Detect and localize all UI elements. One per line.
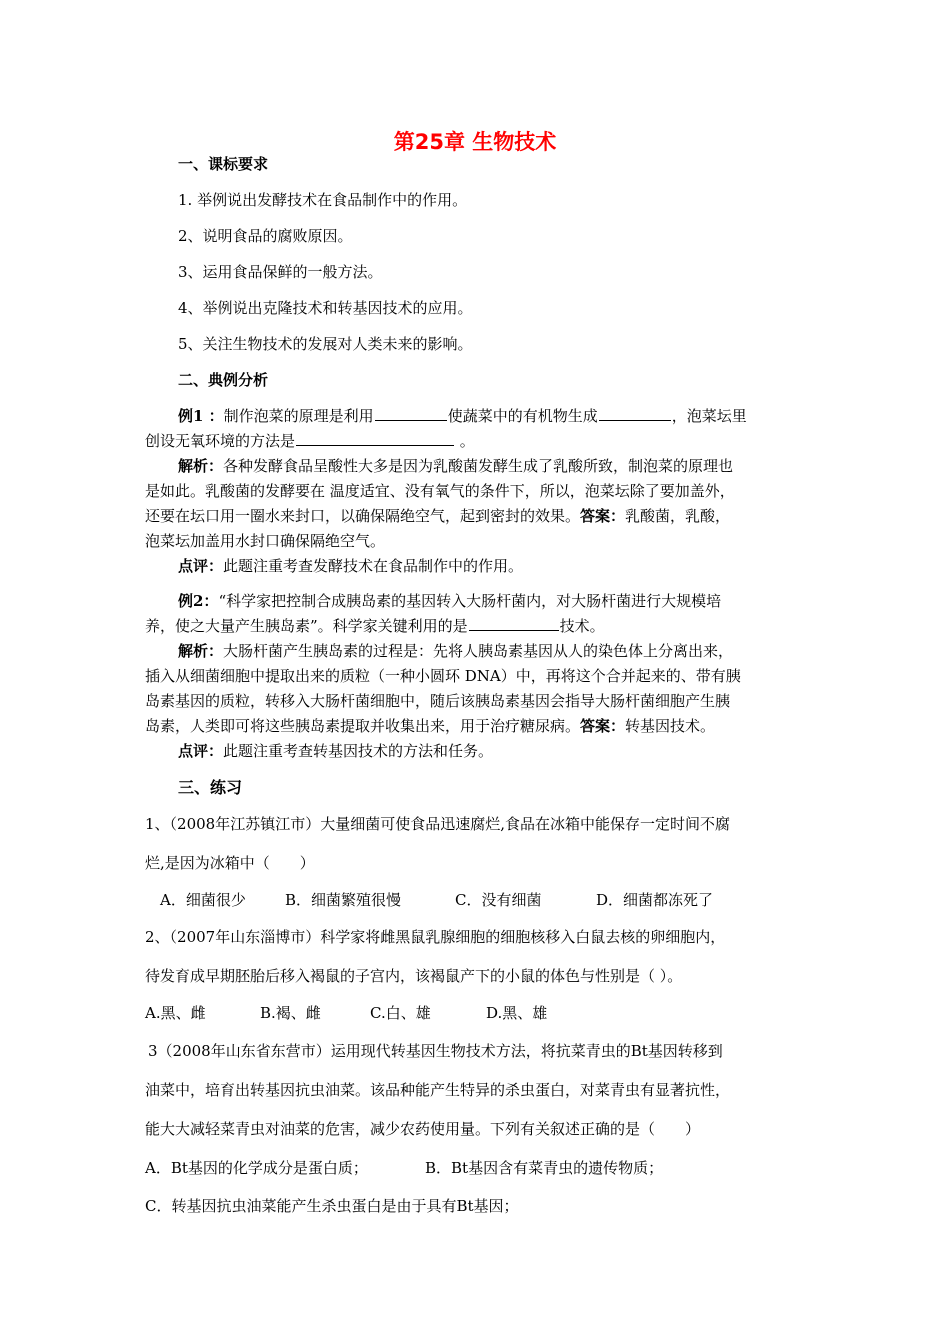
answer-text: 乳酸菌，乳酸， [625, 507, 731, 525]
example2-line1 [178, 590, 721, 611]
question3-option-c[interactable]: C．转基因抗虫油菜能产生杀虫蛋白是由于具有Bt基因； [145, 1197, 519, 1215]
blank-1[interactable] [375, 406, 447, 421]
standard-item-3: 3、运用食品保鲜的一般方法。 [178, 263, 383, 281]
comment-label: 点评： [178, 742, 224, 760]
answer-label: 答案： [580, 507, 626, 525]
question1-line2: 烂,是因为冰箱中（ ） [145, 854, 315, 872]
question2-option-b[interactable]: B.褐、雌 [260, 1004, 321, 1022]
example1-analysis-line3 [145, 505, 730, 526]
example1-answer-line: 泡菜坛加盖用水封口确保隔绝空气。 [145, 532, 386, 550]
section-heading-standards: 一、课标要求 [178, 155, 269, 173]
example1-text-e: 。 [455, 432, 475, 450]
example1-analysis-line2: 是如此。乳酸菌的发酵要在 温度适宜、没有氧气的条件下，所以，泡菜坛除了要加盖外， [145, 482, 735, 500]
example1-line1 [178, 405, 747, 426]
comment-label: 点评： [178, 557, 224, 575]
example1-text-d: 创设无氧环境的方法是 [145, 432, 296, 450]
question1-line1: 1、（2008年江苏镇江市）大量细菌可使食品迅速腐烂,食品在冰箱中能保存一定时间不腐 [145, 815, 730, 833]
analysis-text: 还要在坛口用一圈水来封口，以确保隔绝空气，起到密封的效果。 [145, 507, 581, 525]
example2-analysis-line1 [178, 640, 733, 661]
standard-item-2: 2、说明食品的腐败原因。 [178, 227, 353, 245]
comment-text: 此题注重考查发酵技术在食品制作中的作用。 [223, 557, 524, 575]
question3-option-a[interactable]: A．Bt基因的化学成分是蛋白质； [145, 1159, 368, 1177]
example2-text: 技术。 [559, 617, 605, 635]
example1-text-a: 制作泡菜的原理是利用 [223, 407, 374, 425]
example2-analysis-line2: 插入从细菌细胞中提取出来的质粒（一种小圆环 DNA）中，再将这个合并起来的、带有胰 [145, 667, 741, 685]
answer-label: 答案： [580, 717, 626, 735]
analysis-text: 岛素，人类即可将这些胰岛素提取并收集出来，用于治疗糖尿病。 [145, 717, 581, 735]
question2-option-c[interactable]: C.白、雄 [370, 1004, 431, 1022]
standard-item-5: 5、关注生物技术的发展对人类未来的影响。 [178, 335, 473, 353]
example1-text-b: 使蔬菜中的有机物生成 [447, 407, 598, 425]
example1-analysis-line1 [178, 455, 733, 476]
section-heading-practice: 三、练习 [178, 778, 243, 797]
question2-option-a[interactable]: A.黑、雌 [145, 1004, 206, 1022]
standard-item-1: 1. 举例说出发酵技术在食品制作中的作用。 [178, 191, 468, 209]
question2-option-d[interactable]: D.黑、雄 [486, 1004, 548, 1022]
standard-item-4: 4、举例说出克隆技术和转基因技术的应用。 [178, 299, 473, 317]
example2-analysis-line4 [145, 715, 715, 736]
analysis-label: 解析： [178, 457, 224, 475]
comment-text: 此题注重考查转基因技术的方法和任务。 [223, 742, 494, 760]
example2-analysis-line3: 岛素基因的质粒，转移入大肠杆菌细胞中，随后该胰岛素基因会指导大肠杆菌细胞产生胰 [145, 692, 731, 710]
blank-2[interactable] [599, 406, 671, 421]
example1-text-c: ，泡菜坛里 [671, 407, 747, 425]
example2-label: 例2： [178, 592, 219, 610]
question3-option-b[interactable]: B．Bt基因含有菜青虫的遗传物质； [425, 1159, 664, 1177]
question3-line2: 油菜中，培育出转基因抗虫油菜。该品种能产生特异的杀虫蛋白，对菜青虫有显著抗性， [145, 1081, 731, 1099]
section-heading-examples: 二、典例分析 [178, 371, 269, 389]
question3-line1: 3（2008年山东省东营市）运用现代转基因生物技术方法，将抗菜青虫的Bt基因转移到 [148, 1042, 723, 1060]
answer-text: 转基因技术。 [625, 717, 716, 735]
example2-comment [178, 740, 493, 761]
question1-option-b[interactable]: B．细菌繁殖很慢 [285, 891, 402, 909]
blank-4[interactable] [469, 616, 559, 631]
example1-line2 [145, 430, 475, 451]
question1-option-d[interactable]: D．细菌都冻死了 [596, 891, 714, 909]
question1-option-a[interactable]: A．细菌很少 [160, 891, 246, 909]
page-title: 第25章 生物技术 [393, 130, 557, 154]
example2-line2 [145, 615, 605, 636]
question2-line1: 2、（2007年山东淄博市）科学家将雌黑鼠乳腺细胞的细胞核移入白鼠去核的卵细胞内， [145, 928, 726, 946]
example1-label: 例1 ： [178, 407, 224, 425]
analysis-label: 解析： [178, 642, 224, 660]
question3-line3: 能大大减轻菜青虫对油菜的危害，减少农药使用量。下列有关叙述正确的是（ ） [145, 1120, 701, 1138]
question2-line2: 待发育成早期胚胎后移入褐鼠的子宫内，该褐鼠产下的小鼠的体色与性别是（ ）。 [145, 967, 683, 985]
example2-text: 养，使之大量产生胰岛素”。科学家关键利用的是 [145, 617, 468, 635]
analysis-text: 各种发酵食品呈酸性大多是因为乳酸菌发酵生成了乳酸所致，制泡菜的原理也 [223, 457, 734, 475]
blank-3[interactable] [296, 431, 454, 446]
analysis-text: 大肠杆菌产生胰岛素的过程是：先将人胰岛素基因从人的染色体上分离出来， [223, 642, 734, 660]
example1-comment [178, 555, 523, 576]
question1-option-c[interactable]: C．没有细菌 [455, 891, 542, 909]
example2-text: “科学家把控制合成胰岛素的基因转入大肠杆菌内，对大肠杆菌进行大规模培 [218, 592, 722, 610]
